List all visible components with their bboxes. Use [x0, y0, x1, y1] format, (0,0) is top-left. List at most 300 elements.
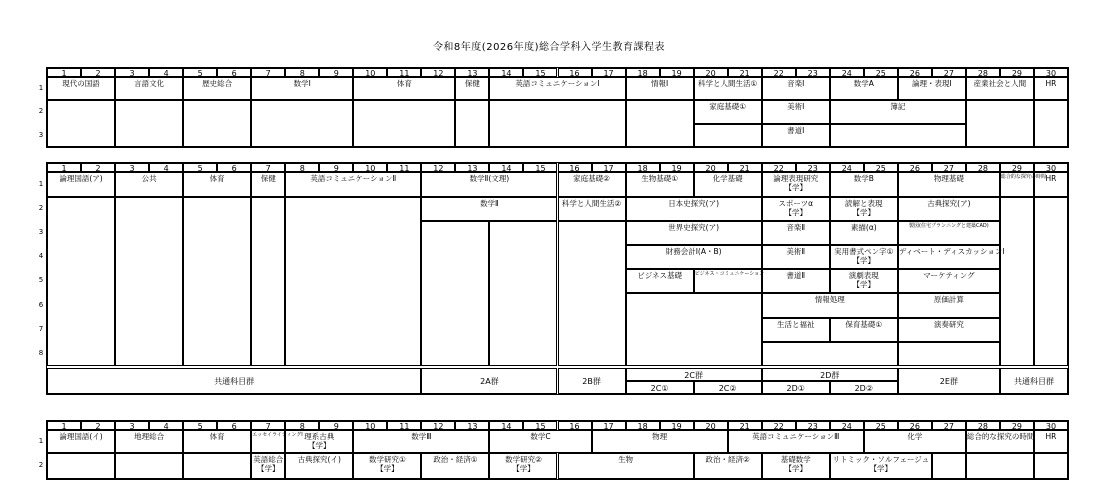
subject-name: 家庭基礎②	[573, 174, 610, 183]
subject-cell	[353, 77, 455, 100]
period-number: 9	[319, 68, 353, 77]
subject-name: リトミック・ソルフェージュ	[832, 455, 930, 464]
subject-name: 生物	[618, 455, 634, 464]
period-number: 7	[251, 163, 285, 172]
row-number: 1	[38, 83, 44, 92]
subject-cell	[115, 430, 183, 453]
subject-name: 英語総合	[253, 455, 284, 464]
period-number: 25	[864, 421, 898, 430]
subject-name: 物理	[652, 432, 668, 441]
subject-name: 政治・経済②	[705, 455, 750, 464]
row-number: 1	[38, 179, 44, 188]
subject-cell	[898, 245, 1005, 269]
subject-cell	[694, 269, 765, 293]
row-number: 2	[38, 461, 44, 469]
period-number: 28	[966, 68, 1000, 77]
period-number: 16	[558, 163, 592, 172]
subject-note: 【学】	[512, 464, 535, 473]
subject-name: 素描(α)	[850, 223, 877, 232]
subject-name: 保育基礎①	[845, 320, 883, 329]
subject-name: 基礎数学	[780, 455, 811, 464]
empty-cell	[694, 124, 762, 147]
period-number: 12	[421, 68, 455, 77]
subject-name: 世界史探究(ア)	[668, 223, 720, 232]
subject-name: 数学研究①	[368, 455, 406, 464]
subject-cell	[762, 245, 830, 269]
subject-cell	[864, 430, 966, 453]
period-number: 10	[353, 163, 387, 172]
subject-cell	[183, 430, 251, 453]
subject-name: 実用書式ペン字①	[834, 247, 894, 256]
subject-cell	[47, 430, 115, 453]
period-number: 22	[762, 68, 796, 77]
subject-note: 【学】	[852, 256, 876, 265]
subgroup-label: 2D②	[830, 381, 898, 394]
period-number: 2	[81, 421, 115, 430]
subject-name: 音楽Ⅰ	[787, 79, 805, 88]
subject-cell	[830, 221, 898, 245]
subject-name: 論理国語(イ)	[59, 432, 103, 441]
subject-cell	[898, 318, 1000, 342]
subject-cell	[626, 269, 694, 293]
period-number: 9	[319, 421, 353, 430]
subject-name: スポーツα	[778, 199, 814, 208]
subject-cell	[830, 100, 966, 124]
subject-cell	[285, 172, 421, 197]
subject-name: 情報Ⅰ	[650, 79, 669, 88]
period-number: 21	[728, 163, 762, 172]
empty-cell	[1000, 197, 1034, 366]
subject-name: 簿記	[890, 102, 906, 111]
subject-name: 現代の国語	[62, 79, 100, 88]
subject-cell	[421, 453, 489, 479]
empty-cell	[626, 293, 762, 366]
empty-cell	[47, 100, 115, 147]
period-number: 15	[523, 68, 557, 77]
subject-cell	[1000, 172, 1046, 197]
subject-cell	[626, 221, 762, 245]
period-number: 23	[796, 163, 830, 172]
period-number: 23	[796, 68, 830, 77]
subject-cell	[115, 77, 183, 100]
subgroup-label: 2C①	[626, 381, 694, 394]
empty-cell	[183, 453, 251, 479]
period-number: 23	[796, 421, 830, 430]
group-label: 共通科目群	[47, 368, 421, 394]
empty-cell	[626, 100, 694, 147]
subject-cell	[626, 172, 694, 197]
subject-name: 生活と福祉	[776, 320, 815, 329]
empty-cell	[1034, 197, 1068, 366]
period-number: 7	[251, 421, 285, 430]
subject-name: 原価計算	[933, 295, 964, 304]
subject-cell	[694, 77, 762, 100]
subject-name: 生物基礎①	[641, 174, 678, 183]
period-number: 18	[626, 68, 660, 77]
subject-cell	[898, 269, 1000, 293]
subject-cell	[353, 430, 489, 453]
subject-name: 論理国語(ア)	[59, 174, 103, 183]
empty-cell	[489, 221, 557, 366]
subject-note: 【学】	[869, 464, 893, 473]
subject-name: 数学C	[530, 432, 551, 441]
period-number: 4	[149, 163, 183, 172]
period-number: 19	[660, 163, 694, 172]
subject-cell	[830, 453, 932, 479]
period-number: 17	[592, 68, 626, 77]
subject-name: 情報処理	[814, 295, 845, 304]
subject-name: 読解と表現	[845, 199, 883, 208]
period-number: 5	[183, 421, 217, 430]
period-number: 11	[387, 421, 421, 430]
row-number: 8	[38, 349, 44, 357]
period-number: 13	[455, 68, 489, 77]
subject-cell	[47, 172, 115, 197]
subject-name: 体育	[209, 432, 225, 441]
subject-cell	[694, 453, 762, 479]
empty-cell	[251, 100, 353, 147]
subject-name: 数学Ⅲ	[411, 432, 432, 441]
period-number: 18	[626, 421, 660, 430]
page-title: 令和8年度(2026年度)総合学科入学生教育課程表	[432, 42, 666, 53]
period-number: 26	[898, 421, 932, 430]
subject-cell	[966, 77, 1034, 100]
subject-cell	[251, 453, 285, 479]
subject-name: 演劇表現	[848, 271, 879, 280]
period-number: 6	[217, 68, 251, 77]
period-number: 11	[387, 68, 421, 77]
period-number: 3	[115, 421, 149, 430]
group-label: 2A群	[421, 368, 557, 394]
subject-name: 古典探究(イ)	[297, 455, 341, 464]
period-number: 28	[966, 421, 1000, 430]
subject-cell	[762, 293, 898, 318]
subject-cell	[966, 430, 1034, 453]
period-number: 20	[694, 68, 728, 77]
subject-cell	[1034, 172, 1068, 197]
subject-cell	[762, 172, 830, 197]
subject-name: 物理基礎	[933, 174, 964, 183]
row-number: 2	[38, 204, 44, 212]
subject-name: 英語コミュニケーションⅡ	[310, 174, 397, 183]
subject-cell	[898, 172, 1000, 197]
subject-note: 【学】	[852, 280, 876, 289]
row-number: 7	[38, 325, 44, 333]
subject-cell	[762, 197, 830, 221]
subject-name: 日本史探究(ア)	[668, 199, 720, 208]
subject-cell	[898, 221, 1000, 245]
subject-note: 【学】	[784, 464, 807, 473]
period-number: 4	[149, 421, 183, 430]
period-number: 25	[864, 68, 898, 77]
period-number: 17	[592, 163, 626, 172]
subject-note: 【学】	[308, 441, 331, 450]
empty-cell	[898, 342, 1000, 366]
period-number: 29	[1000, 68, 1034, 77]
subject-cell	[762, 124, 830, 147]
row-number: 3	[38, 228, 44, 236]
subject-name: 家庭基礎①	[709, 102, 747, 111]
row-number: 3	[38, 130, 44, 139]
subject-cell	[762, 77, 830, 100]
group-label: 2C群	[626, 368, 762, 381]
period-number: 5	[183, 163, 217, 172]
subject-name: 言語文化	[134, 79, 165, 88]
subject-cell	[830, 269, 898, 293]
period-number: 8	[285, 163, 319, 172]
subject-name: マーケティング	[923, 271, 975, 280]
subject-cell	[762, 453, 830, 479]
subject-name: ビジネス基礎	[637, 271, 682, 280]
subject-cell	[489, 430, 591, 453]
period-number: 26	[898, 163, 932, 172]
subject-note: 【学】	[784, 208, 807, 217]
period-number: 14	[489, 163, 523, 172]
subject-name: 総合的な探究の時間	[966, 432, 1035, 441]
empty-cell	[47, 453, 115, 479]
subject-cell	[898, 293, 1000, 318]
subject-name: 保健	[260, 174, 276, 183]
subject-name: HR	[1045, 79, 1057, 88]
period-number: 9	[319, 163, 353, 172]
period-number: 29	[1000, 421, 1034, 430]
subject-name: 書道Ⅰ	[787, 126, 805, 135]
period-number: 20	[694, 421, 728, 430]
subject-cell	[558, 172, 626, 197]
empty-cell	[455, 100, 489, 147]
subject-cell	[251, 77, 353, 100]
period-number: 24	[830, 163, 864, 172]
empty-cell	[932, 453, 966, 479]
subgroup-label: 2C②	[694, 381, 762, 394]
period-number: 21	[728, 68, 762, 77]
subject-name: 数学A	[853, 79, 874, 88]
period-number: 25	[864, 163, 898, 172]
subject-cell	[626, 197, 762, 221]
empty-cell	[489, 100, 625, 147]
empty-cell	[353, 100, 455, 147]
period-number: 3	[115, 163, 149, 172]
subject-note: 【学】	[852, 208, 876, 217]
subject-cell	[489, 453, 557, 479]
period-number: 14	[489, 421, 523, 430]
period-number: 22	[762, 421, 796, 430]
row-number: 4	[38, 252, 44, 260]
subject-cell	[115, 172, 183, 197]
period-number: 22	[762, 163, 796, 172]
period-number: 18	[626, 163, 660, 172]
empty-cell	[1034, 453, 1068, 479]
empty-cell	[966, 100, 1034, 147]
empty-cell	[421, 221, 489, 366]
period-number: 24	[830, 421, 864, 430]
empty-cell	[285, 197, 421, 366]
subject-name: 科学と人間生活②	[561, 199, 622, 208]
subject-name: 美術Ⅰ	[787, 102, 805, 111]
subject-name: 化学	[907, 432, 923, 441]
empty-cell	[115, 453, 183, 479]
subject-name: 財務会計Ⅰ(A・B)	[665, 247, 722, 256]
period-number: 17	[592, 421, 626, 430]
subject-cell	[183, 77, 251, 100]
group-label: 2B群	[558, 368, 626, 394]
subject-note: 【学】	[256, 464, 280, 473]
row-number: 1	[38, 436, 44, 445]
subject-cell	[1034, 430, 1068, 453]
empty-cell	[558, 221, 626, 366]
subject-cell	[353, 453, 421, 479]
subject-cell	[694, 100, 762, 124]
subject-cell	[694, 172, 762, 197]
empty-cell	[47, 197, 115, 366]
subject-name: 地理総合	[134, 432, 165, 441]
period-number: 12	[421, 421, 455, 430]
subject-name: ビジネス・コミュニケーション	[694, 271, 765, 277]
group-label: 2D群	[762, 368, 898, 381]
period-number: 6	[217, 163, 251, 172]
period-number: 16	[558, 68, 592, 77]
period-number: 10	[353, 68, 387, 77]
subject-cell	[421, 197, 557, 221]
subject-name: 化学基礎	[712, 174, 743, 183]
period-number: 3	[115, 68, 149, 77]
period-number: 7	[251, 68, 285, 77]
subject-cell	[183, 172, 251, 197]
subject-name: 英語コミュニケーションⅢ	[752, 432, 840, 441]
subject-cell	[830, 245, 898, 269]
row-number: 2	[38, 107, 44, 115]
subject-cell	[830, 318, 898, 342]
period-number: 8	[285, 421, 319, 430]
subject-name: 科学と人間生活①	[698, 79, 758, 88]
period-number: 15	[523, 163, 557, 172]
period-number: 8	[285, 68, 319, 77]
subject-cell	[728, 430, 864, 453]
subject-name: 美術Ⅱ	[786, 247, 806, 256]
subject-name: エッセイライティングⅠ	[252, 432, 303, 438]
subject-cell	[455, 77, 489, 100]
subject-name: 産業社会と人間	[973, 79, 1027, 88]
period-number: 27	[932, 163, 966, 172]
period-number: 1	[47, 163, 81, 172]
subject-name: 歴史総合	[202, 79, 233, 88]
subject-cell	[626, 245, 762, 269]
period-number: 30	[1034, 421, 1068, 430]
subject-cell	[830, 172, 898, 197]
period-number: 1	[47, 421, 81, 430]
group-label: 共通科目群	[1000, 368, 1068, 394]
subject-cell	[285, 453, 353, 479]
empty-cell	[830, 124, 966, 147]
period-number: 4	[149, 68, 183, 77]
subject-cell	[626, 77, 694, 100]
subject-note: 【学】	[376, 464, 399, 473]
subject-name: 公共	[141, 174, 157, 183]
period-number: 30	[1034, 163, 1068, 172]
subject-name: ディベート・ディスカッションⅠ	[898, 247, 1005, 256]
subject-cell	[830, 77, 898, 100]
subject-cell	[558, 197, 626, 221]
subject-name: 製図(住宅プランニングと建築CAD)	[909, 223, 989, 229]
empty-cell	[183, 100, 251, 147]
period-number: 21	[728, 421, 762, 430]
subject-cell	[251, 430, 303, 453]
empty-cell	[762, 342, 898, 366]
subject-cell	[762, 221, 830, 245]
period-number: 27	[932, 421, 966, 430]
period-number: 24	[830, 68, 864, 77]
subject-name: 数学Ⅱ(文理)	[469, 174, 510, 183]
period-number: 29	[1000, 163, 1034, 172]
subject-cell	[1034, 77, 1068, 100]
period-number: 19	[660, 421, 694, 430]
period-number: 16	[558, 421, 592, 430]
subject-name: 数学研究②	[505, 455, 542, 464]
subject-cell	[47, 77, 115, 100]
empty-cell	[1034, 100, 1068, 147]
period-number: 27	[932, 68, 966, 77]
row-number: 6	[38, 300, 44, 309]
subject-name: 総合的な探究の時間	[1000, 174, 1046, 180]
period-number: 1	[47, 68, 81, 77]
subject-cell	[558, 453, 694, 479]
period-number: 2	[81, 68, 115, 77]
empty-cell	[966, 453, 1034, 479]
subject-name: 政治・経済①	[433, 455, 478, 464]
subject-name: 音楽Ⅱ	[786, 223, 806, 232]
subject-name: HR	[1045, 432, 1057, 441]
subject-cell	[251, 172, 285, 197]
subject-name: 書道Ⅱ	[786, 271, 806, 280]
subject-cell	[489, 77, 625, 100]
period-number: 13	[455, 163, 489, 172]
subject-cell	[762, 269, 830, 293]
period-number: 10	[353, 421, 387, 430]
period-number: 28	[966, 163, 1000, 172]
subject-name: HR	[1045, 174, 1057, 183]
subject-cell	[898, 197, 1000, 221]
subject-name: 保健	[464, 79, 480, 88]
subject-name: 数学Ⅱ	[480, 199, 499, 208]
subject-name: 数学B	[853, 174, 874, 183]
period-number: 13	[455, 421, 489, 430]
subject-name: 英語コミュニケーションⅠ	[515, 79, 600, 88]
period-number: 19	[660, 68, 694, 77]
empty-cell	[251, 197, 285, 366]
period-number: 11	[387, 163, 421, 172]
subject-name: 演奏研究	[933, 320, 964, 329]
empty-cell	[183, 197, 251, 366]
period-number: 12	[421, 163, 455, 172]
subject-name: 理系古典	[304, 432, 335, 441]
subject-cell	[898, 77, 966, 100]
period-number: 14	[489, 68, 523, 77]
period-number: 2	[81, 163, 115, 172]
period-number: 5	[183, 68, 217, 77]
period-number: 6	[217, 421, 251, 430]
group-label: 2E群	[898, 368, 1000, 394]
subject-cell	[421, 172, 557, 197]
row-number: 5	[38, 276, 44, 284]
subject-cell	[762, 100, 830, 124]
subgroup-label: 2D①	[762, 381, 830, 394]
subject-cell	[592, 430, 728, 453]
empty-cell	[115, 100, 183, 147]
subject-cell	[762, 318, 830, 342]
subject-name: 古典探究(ア)	[927, 199, 971, 208]
subject-name: 体育	[209, 174, 225, 183]
period-number: 20	[694, 163, 728, 172]
